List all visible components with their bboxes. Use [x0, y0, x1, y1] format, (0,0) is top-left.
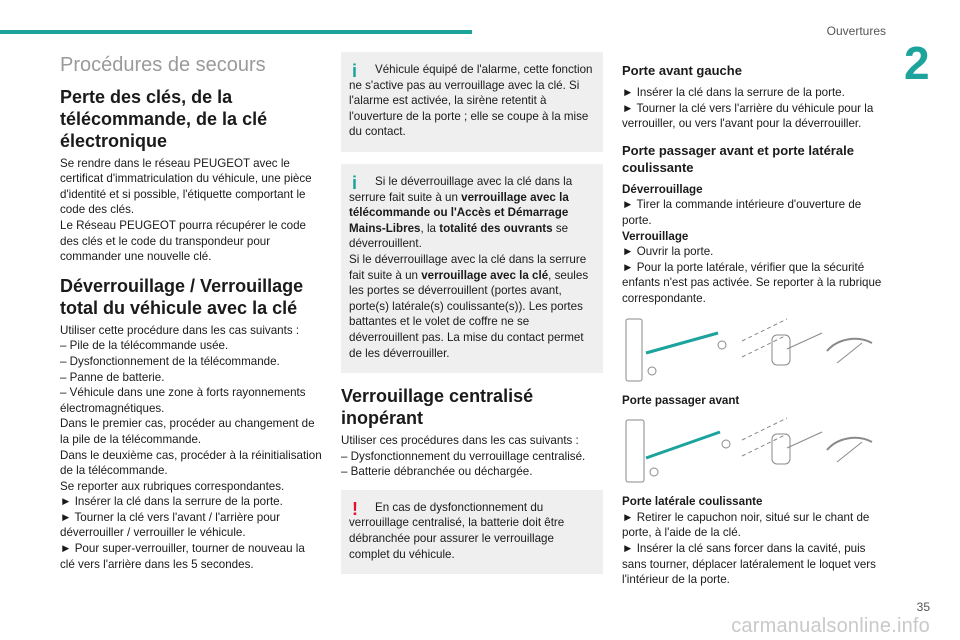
label-lock: Verrouillage	[622, 229, 689, 243]
heading-lost-keys: Perte des clés, de la télécommande, de la clé électronique	[60, 86, 268, 151]
header-accent-bar	[0, 30, 472, 34]
step-item: ► Insérer la clé dans la serrure de la porte.	[60, 495, 283, 509]
section-title: Ouvertures	[826, 24, 886, 38]
column-3	[622, 52, 884, 588]
step-item: ► Pour la porte latérale, vérifier que la sécurité enfants n'est pas activée. Se reporter à la rubrique correspondante.	[622, 260, 882, 305]
paragraph: Se reporter aux rubriques correspondantes.	[60, 479, 285, 493]
illustration-sliding-door	[622, 414, 884, 486]
note-text: Si le déverrouillage avec la clé dans la serrure fait suite à un verrouillage avec la clé, seules les portes se déverrouillent (portes avant, porte(s) latérale(s) coulissante(s)). Les portes battantes et le volet de coffre ne se déverrouillent pas. La mise du contact permet de les déverrouiller.	[349, 252, 589, 360]
note-text: Si le déverrouillage avec la clé dans la serrure fait suite à un verrouillage avec la télécommande ou l'Accès et Démarrage Mains-Libres, la totalité des ouvrants se déverrouillent.	[349, 174, 573, 251]
step-item: ► Retirer le capuchon noir, situé sur le chant de porte, à l'aide de la clé.	[622, 510, 870, 540]
figure-caption: Porte latérale coulissante	[622, 495, 763, 509]
info-note-unlock	[341, 164, 603, 373]
illustration-passenger-door	[622, 313, 884, 385]
page-title: Procédures de secours	[60, 54, 266, 76]
list-item: – Batterie débranchée ou déchargée.	[341, 465, 533, 479]
paragraph: Utiliser cette procédure dans les cas suivants :	[60, 323, 300, 337]
info-icon: i	[352, 172, 358, 193]
column-1	[60, 52, 322, 572]
paragraph: Le Réseau PEUGEOT pourra récupérer le code des clés et le code du transpondeur pour commander une nouvelle clé.	[60, 218, 306, 264]
step-item: ► Tourner la clé vers l'avant / l'arrière pour déverrouiller / verrouiller le véhicule.	[60, 510, 280, 540]
paragraph: Dans le deuxième cas, procéder à la réinitialisation de la télécommande.	[60, 448, 322, 478]
step-item: ► Pour super-verrouiller, tourner de nouveau la clé vers l'arrière dans les 5 secondes.	[60, 542, 305, 571]
figure-caption: Porte passager avant	[622, 393, 740, 407]
step-item: ► Ouvrir la porte.	[622, 245, 714, 259]
page-number: 35	[916, 600, 930, 614]
list-item: – Véhicule dans une zone à forts rayonnements électromagnétiques.	[60, 386, 306, 415]
heading-passenger-door: Porte passager avant et porte latérale coulissante	[622, 142, 854, 175]
step-item: ► Tourner la clé vers l'arrière du véhicule pour la verrouiller, ou vers l'avant pour la déverrouiller.	[622, 101, 874, 131]
column-2	[341, 52, 603, 586]
heading-front-left-door: Porte avant gauche	[622, 63, 742, 78]
label-unlock: Déverrouillage	[622, 182, 703, 196]
heading-central-locking: Verrouillage centralisé inopérant	[341, 386, 534, 429]
warning-note	[341, 490, 603, 574]
step-item: ► Insérer la clé sans forcer dans la cavité, puis sans tourner, déplacer latéralement le loquet vers l'intérieur de la porte.	[622, 541, 876, 587]
warning-icon: !	[352, 498, 358, 519]
note-text: En cas de dysfonctionnement du verrouillage centralisé, la batterie doit être débranchée pour assurer le verrouillage complet du véhicule.	[349, 500, 565, 561]
step-item: ► Tirer la commande intérieure d'ouverture de porte.	[622, 198, 862, 227]
info-note-alarm	[341, 52, 603, 152]
list-item: – Panne de batterie.	[60, 370, 165, 384]
info-icon: i	[352, 61, 358, 81]
paragraph: Dans le premier cas, procéder au changement de la pile de la télécommande.	[60, 417, 315, 446]
chapter-number: 2	[904, 37, 930, 89]
watermark: carmanualsonline.info	[731, 615, 930, 637]
list-item: – Pile de la télécommande usée.	[60, 339, 229, 353]
step-item: ► Insérer la clé dans la serrure de la porte.	[622, 86, 845, 99]
heading-total-lock: Déverrouillage / Verrouillage total du véhicule avec la clé	[60, 275, 304, 318]
list-item: – Dysfonctionnement de la télécommande.	[60, 354, 280, 368]
paragraph: Se rendre dans le réseau PEUGEOT avec le certificat d'immatriculation du véhicule, une pièce d'identité et si possible, l'étiquette comportant le code des clés.	[60, 156, 312, 217]
note-text: Véhicule équipé de l'alarme, cette fonction ne s'active pas au verrouillage avec la clé. Si l'alarme est activée, la sirène retentit à l'ouverture de la porte ; elle se coupe à la mise du contact.	[349, 63, 593, 139]
list-item: – Dysfonctionnement du verrouillage centralisé.	[341, 449, 586, 463]
paragraph: Utiliser ces procédures dans les cas suivants :	[341, 434, 579, 448]
